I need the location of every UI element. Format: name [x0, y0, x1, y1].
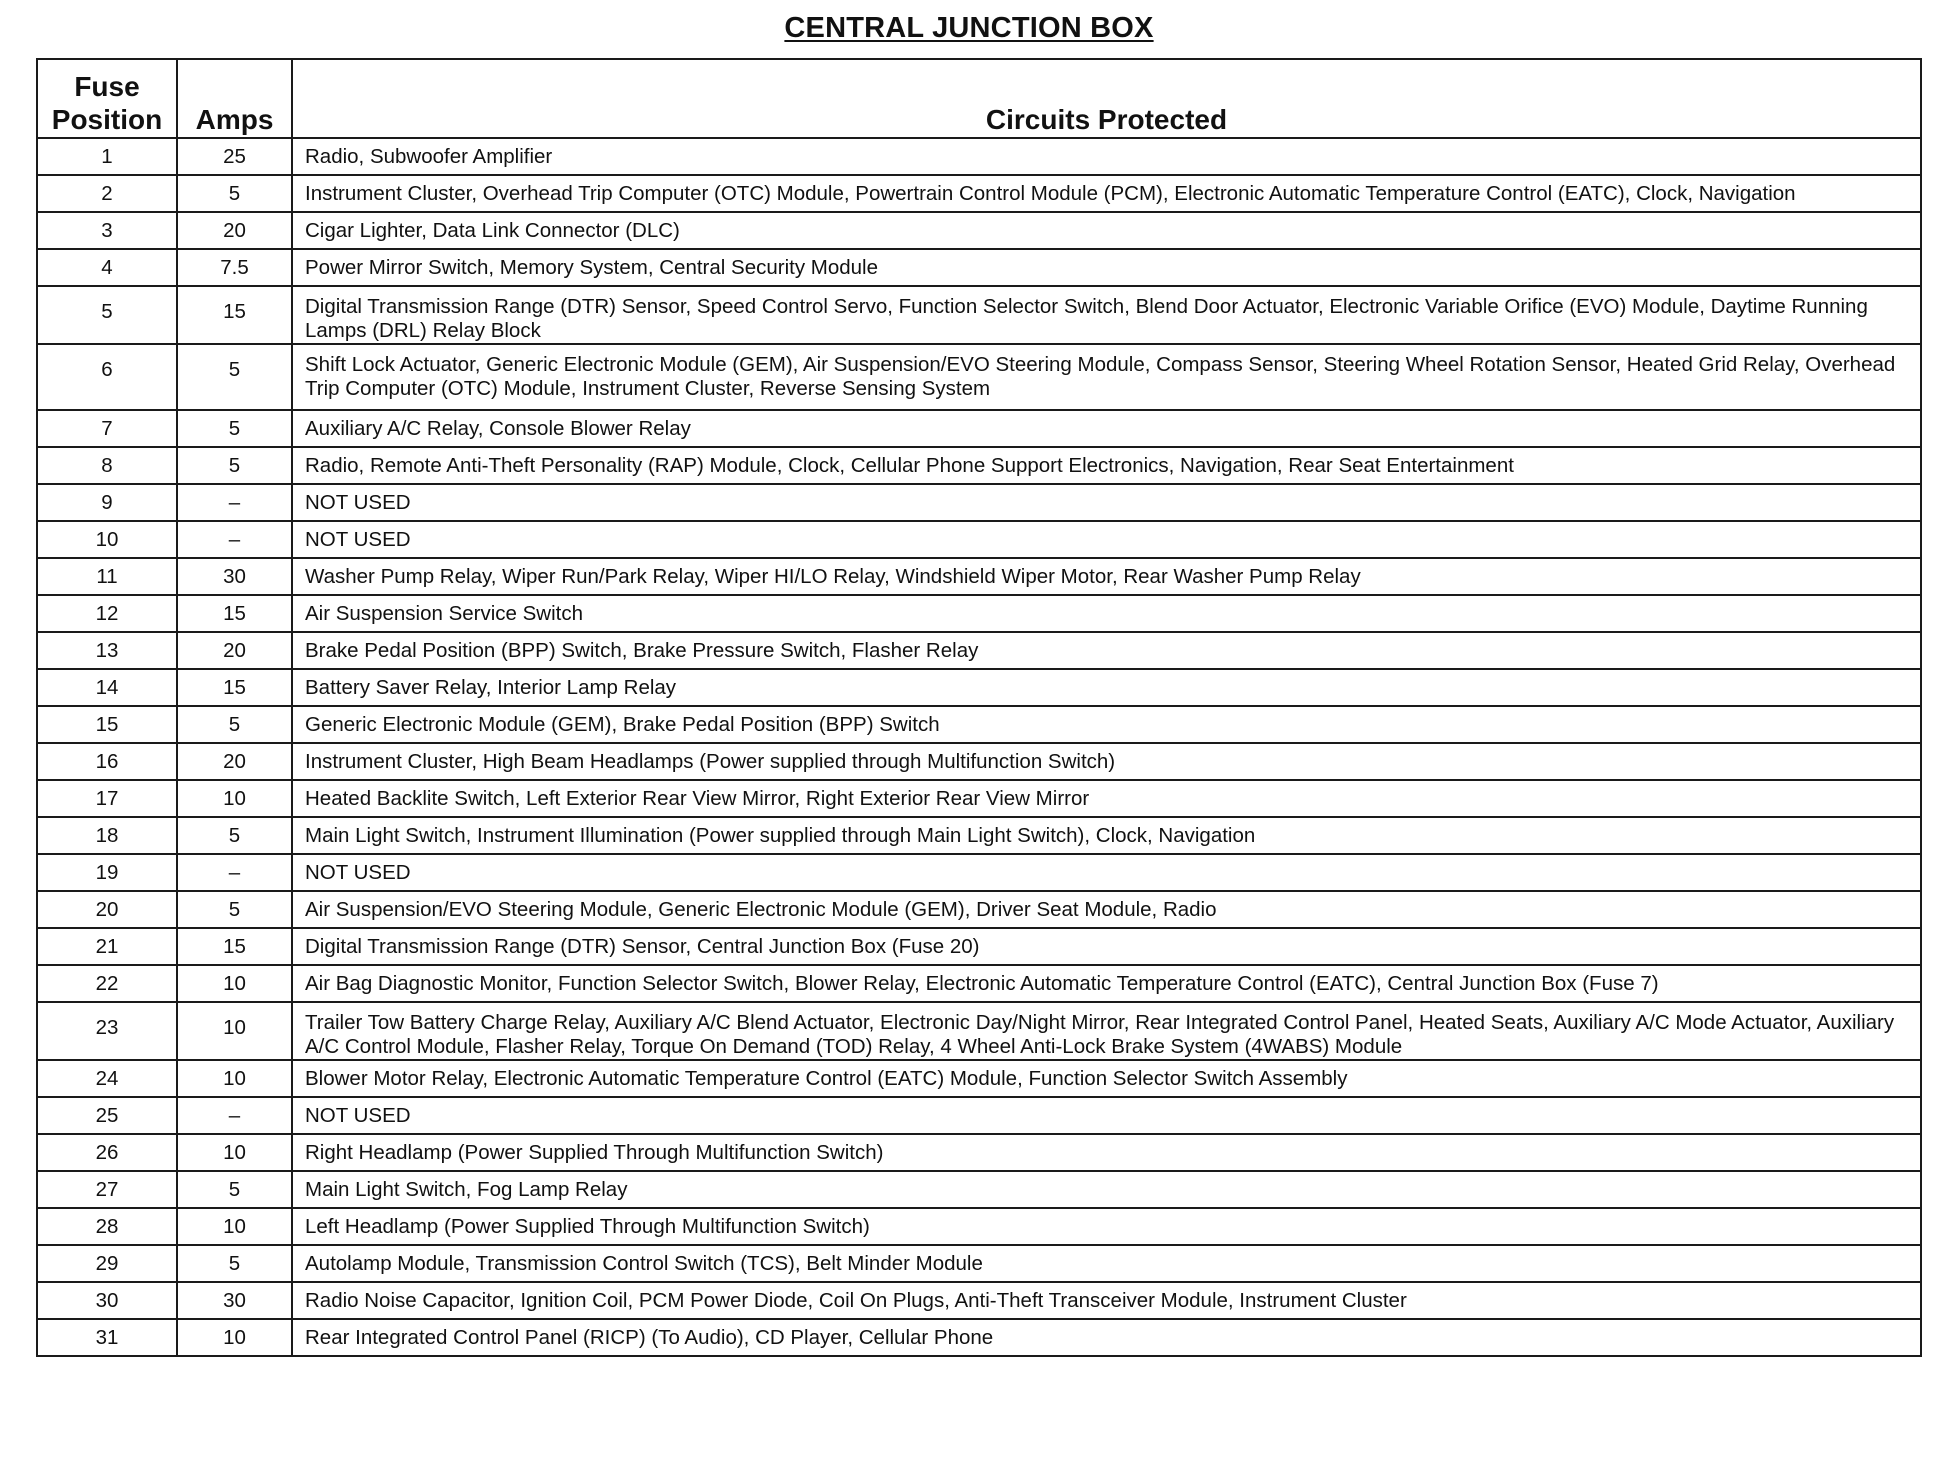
fuse-amps: –: [177, 484, 292, 521]
fuse-position: 1: [37, 138, 177, 175]
fuse-position: 16: [37, 743, 177, 780]
fuse-position: 26: [37, 1134, 177, 1171]
table-row: [37, 447, 1921, 484]
fuse-amps: 20: [177, 743, 292, 780]
circuits-protected: Radio, Subwoofer Amplifier: [292, 138, 1921, 175]
fuse-amps: 5: [177, 706, 292, 743]
table-row: [37, 1060, 1921, 1097]
fuse-amps: 15: [177, 669, 292, 706]
fuse-amps: 30: [177, 558, 292, 595]
fuse-position: 23: [37, 1002, 177, 1060]
table-row: [37, 595, 1921, 632]
fuse-position: 6: [37, 344, 177, 410]
fuse-position: 4: [37, 249, 177, 286]
table-row: [37, 344, 1921, 410]
circuits-protected: Digital Transmission Range (DTR) Sensor, Central Junction Box (Fuse 20): [292, 928, 1921, 965]
table-row: [37, 1319, 1921, 1356]
fuse-position: 9: [37, 484, 177, 521]
circuits-protected: Rear Integrated Control Panel (RICP) (To Audio), CD Player, Cellular Phone: [292, 1319, 1921, 1356]
table-row: [37, 706, 1921, 743]
circuits-protected: Main Light Switch, Fog Lamp Relay: [292, 1171, 1921, 1208]
fuse-amps: 15: [177, 286, 292, 344]
table-row: [37, 632, 1921, 669]
fuse-position: 30: [37, 1282, 177, 1319]
circuits-protected: Air Suspension Service Switch: [292, 595, 1921, 632]
fuse-amps: 20: [177, 212, 292, 249]
circuits-protected: Shift Lock Actuator, Generic Electronic Module (GEM), Air Suspension/EVO Steering Module, Compass Sensor, Steering Wheel Rotation Sensor, Heated Grid Relay, Overhead Trip Computer (OTC) Module, Instrument Cluster, Reverse Sensing System: [292, 344, 1921, 410]
fuse-position: 17: [37, 780, 177, 817]
circuits-protected: Auxiliary A/C Relay, Console Blower Relay: [292, 410, 1921, 447]
fuse-position: 27: [37, 1171, 177, 1208]
table-row: [37, 928, 1921, 965]
fuse-position: 15: [37, 706, 177, 743]
fuse-position: 24: [37, 1060, 177, 1097]
table-row: [37, 410, 1921, 447]
circuits-protected: Radio, Remote Anti-Theft Personality (RAP) Module, Clock, Cellular Phone Support Electronics, Navigation, Rear Seat Entertainment: [292, 447, 1921, 484]
circuits-protected: NOT USED: [292, 1097, 1921, 1134]
fuse-amps: –: [177, 521, 292, 558]
table-row: [37, 558, 1921, 595]
table-row: [37, 965, 1921, 1002]
fuse-amps: 5: [177, 344, 292, 410]
circuits-protected: Brake Pedal Position (BPP) Switch, Brake Pressure Switch, Flasher Relay: [292, 632, 1921, 669]
fuse-position: 20: [37, 891, 177, 928]
table-row: [37, 854, 1921, 891]
circuits-protected: Autolamp Module, Transmission Control Switch (TCS), Belt Minder Module: [292, 1245, 1921, 1282]
fuse-amps: 30: [177, 1282, 292, 1319]
fuse-position: 21: [37, 928, 177, 965]
fuse-amps: 15: [177, 595, 292, 632]
fuse-amps: –: [177, 1097, 292, 1134]
table-row: [37, 1282, 1921, 1319]
circuits-protected: Trailer Tow Battery Charge Relay, Auxiliary A/C Blend Actuator, Electronic Day/Night Mirror, Rear Integrated Control Panel, Heated Seats, Auxiliary A/C Mode Actuator, Auxiliary A/C Control Module, Flasher Relay, Torque On Demand (TOD) Relay, 4 Wheel Anti-Lock Brake System (4WABS) Module: [292, 1002, 1921, 1060]
circuits-protected: NOT USED: [292, 484, 1921, 521]
circuits-protected: Right Headlamp (Power Supplied Through Multifunction Switch): [292, 1134, 1921, 1171]
circuits-protected: Heated Backlite Switch, Left Exterior Rear View Mirror, Right Exterior Rear View Mirror: [292, 780, 1921, 817]
fuse-amps: 20: [177, 632, 292, 669]
page-title: CENTRAL JUNCTION BOX: [784, 12, 1154, 44]
fuse-position: 25: [37, 1097, 177, 1134]
fuse-position: 22: [37, 965, 177, 1002]
fuse-position: 10: [37, 521, 177, 558]
fuse-position: 18: [37, 817, 177, 854]
table-row: [37, 1171, 1921, 1208]
circuits-protected: Generic Electronic Module (GEM), Brake Pedal Position (BPP) Switch: [292, 706, 1921, 743]
circuits-protected: Radio Noise Capacitor, Ignition Coil, PCM Power Diode, Coil On Plugs, Anti-Theft Transceiver Module, Instrument Cluster: [292, 1282, 1921, 1319]
fuse-position: 12: [37, 595, 177, 632]
fuse-amps: 15: [177, 928, 292, 965]
fuse-position: 5: [37, 286, 177, 344]
table-row: [37, 743, 1921, 780]
table-row: [37, 1208, 1921, 1245]
fuse-amps: 25: [177, 138, 292, 175]
table-row: [37, 817, 1921, 854]
table-row: [37, 1097, 1921, 1134]
circuits-protected: Air Suspension/EVO Steering Module, Generic Electronic Module (GEM), Driver Seat Module, Radio: [292, 891, 1921, 928]
fuse-amps: 10: [177, 965, 292, 1002]
fuse-amps: 7.5: [177, 249, 292, 286]
table-row: [37, 891, 1921, 928]
circuits-protected: Instrument Cluster, Overhead Trip Computer (OTC) Module, Powertrain Control Module (PCM), Electronic Automatic Temperature Control (EATC), Clock, Navigation: [292, 175, 1921, 212]
table-header-row: [37, 59, 1921, 138]
fuse-amps: 5: [177, 175, 292, 212]
header-amps: Amps: [177, 59, 292, 138]
fuse-position: 7: [37, 410, 177, 447]
header-fuse-position: Fuse Position: [37, 59, 177, 138]
fuse-amps: 10: [177, 1208, 292, 1245]
table-row: [37, 521, 1921, 558]
header-circuits-protected: Circuits Protected: [292, 59, 1921, 138]
fuse-amps: –: [177, 854, 292, 891]
fuse-table: [36, 58, 1922, 1357]
fuse-amps: 5: [177, 410, 292, 447]
table-row: [37, 249, 1921, 286]
fuse-position: 8: [37, 447, 177, 484]
table-row: [37, 212, 1921, 249]
fuse-amps: 5: [177, 1245, 292, 1282]
fuse-position: 2: [37, 175, 177, 212]
fuse-amps: 10: [177, 1060, 292, 1097]
fuse-position: 29: [37, 1245, 177, 1282]
fuse-position: 28: [37, 1208, 177, 1245]
fuse-position: 13: [37, 632, 177, 669]
fuse-amps: 5: [177, 1171, 292, 1208]
fuse-amps: 10: [177, 1002, 292, 1060]
table-row: [37, 780, 1921, 817]
fuse-amps: 5: [177, 817, 292, 854]
circuits-protected: NOT USED: [292, 854, 1921, 891]
circuits-protected: Cigar Lighter, Data Link Connector (DLC): [292, 212, 1921, 249]
fuse-amps: 5: [177, 891, 292, 928]
table-row: [37, 286, 1921, 344]
fuse-amps: 5: [177, 447, 292, 484]
table-row: [37, 1002, 1921, 1060]
circuits-protected: Washer Pump Relay, Wiper Run/Park Relay, Wiper HI/LO Relay, Windshield Wiper Motor, Rear Washer Pump Relay: [292, 558, 1921, 595]
fuse-amps: 10: [177, 1134, 292, 1171]
fuse-position: 11: [37, 558, 177, 595]
fuse-amps: 10: [177, 780, 292, 817]
table-row: [37, 1134, 1921, 1171]
fuse-position: 14: [37, 669, 177, 706]
circuits-protected: Blower Motor Relay, Electronic Automatic Temperature Control (EATC) Module, Function Selector Switch Assembly: [292, 1060, 1921, 1097]
circuits-protected: Left Headlamp (Power Supplied Through Multifunction Switch): [292, 1208, 1921, 1245]
circuits-protected: Main Light Switch, Instrument Illumination (Power supplied through Main Light Switch), Clock, Navigation: [292, 817, 1921, 854]
table-row: [37, 138, 1921, 175]
circuits-protected: Instrument Cluster, High Beam Headlamps (Power supplied through Multifunction Switch): [292, 743, 1921, 780]
circuits-protected: Digital Transmission Range (DTR) Sensor, Speed Control Servo, Function Selector Switch, Blend Door Actuator, Electronic Variable Orifice (EVO) Module, Daytime Running Lamps (DRL) Relay Block: [292, 286, 1921, 344]
circuits-protected: Battery Saver Relay, Interior Lamp Relay: [292, 669, 1921, 706]
table-row: [37, 669, 1921, 706]
fuse-position: 3: [37, 212, 177, 249]
table-row: [37, 1245, 1921, 1282]
fuse-amps: 10: [177, 1319, 292, 1356]
table-row: [37, 484, 1921, 521]
table-row: [37, 175, 1921, 212]
circuits-protected: NOT USED: [292, 521, 1921, 558]
fuse-position: 19: [37, 854, 177, 891]
circuits-protected: Air Bag Diagnostic Monitor, Function Selector Switch, Blower Relay, Electronic Automatic Temperature Control (EATC), Central Junction Box (Fuse 7): [292, 965, 1921, 1002]
fuse-position: 31: [37, 1319, 177, 1356]
circuits-protected: Power Mirror Switch, Memory System, Central Security Module: [292, 249, 1921, 286]
